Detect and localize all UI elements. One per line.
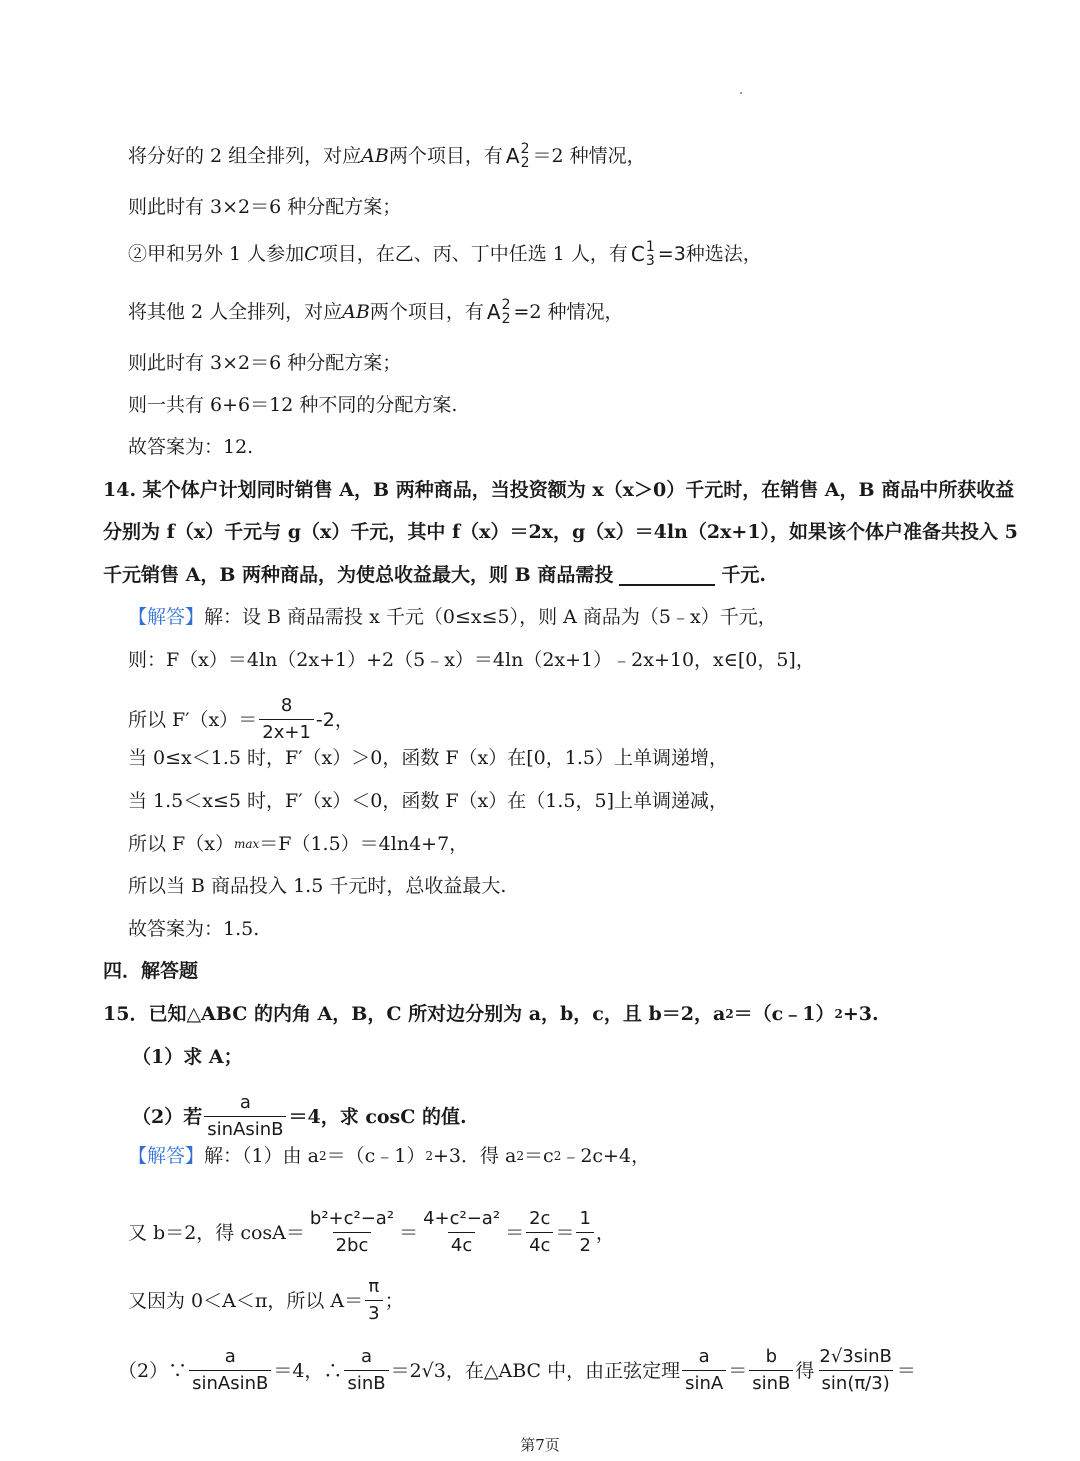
- q14-answer-2: 则：F（x）＝4ln（2x+1）+2（5﹣x）＝4ln（2x+1）﹣2x+10，x∈[0，5]，: [128, 649, 815, 671]
- q15-part-1: （1）求 A；: [132, 1046, 243, 1068]
- q14-answer-7: 所以当 B 商品投入 1.5 千元时，总收益最大.: [128, 875, 507, 897]
- section-heading: 四．解答题: [103, 960, 199, 982]
- q15-part-2: （2）若 $\frac{a}{\text{sinAsinB}}$ ＝4，求 cosC 的值.: [132, 1092, 467, 1140]
- arrangement-symbol: A 2 2: [486, 297, 511, 327]
- solution-line-5: 则此时有 3×2＝6 种分配方案；: [128, 352, 402, 374]
- fraction: $\frac{2c}{4c}$: [526, 1208, 553, 1257]
- solution-line-7: 故答案为：12.: [128, 436, 254, 458]
- fraction: $\frac{a}{\text{sinAsinB}}$: [189, 1346, 271, 1395]
- q14-answer-1: 【解答】 解：设 B 商品需投 x 千元（0≤x≤5），则 A 商品为（5﹣x）千元，: [128, 606, 777, 628]
- q15-line-1: 15．已知△ABC 的内角 A，B，C 所对边分别为 a，b，c，且 b＝2，a 2 ＝（c﹣1） 2 +3.: [103, 1003, 879, 1025]
- q15-answer-4: （2）∵ $\frac{a}{\text{sinAsinB}}$ ＝4，∴ $\frac{a}{\sin B}$ ＝2√3，在△ABC 中，由正弦定理 $\frac{a}{\sin A}$ ＝ $\frac{b}{\sin B}$ 得 $\frac{2√3\sin B}{\sin(\pi/3)}$ ＝: [118, 1346, 916, 1394]
- answer-tag: 【解答】: [128, 1145, 205, 1167]
- scan-speck: [740, 92, 742, 94]
- arrangement-symbol: A 2 2: [505, 141, 530, 171]
- fraction: $\frac{2√3\sin B}{\sin(\pi/3)}$: [819, 1346, 892, 1394]
- q15-answer-1: 【解答】 解：（1）由 a 2 ＝（c﹣1） 2 +3．得 a 2 ＝c 2 ﹣2c+4，: [128, 1145, 651, 1167]
- combination-symbol: C 1 3: [630, 239, 655, 269]
- q14-line-3: 千元销售 A，B 两种商品，为使总收益最大，则 B 商品需投 千元.: [103, 564, 766, 586]
- fraction: $\frac{a}{\text{sinAsinB}}$: [204, 1092, 286, 1141]
- fraction: $\frac{\text{b²+c²−a²}}{2bc}$: [309, 1208, 395, 1256]
- solution-line-1: 将分好的 2 组全排列，对应 AB 两个项目，有 A 2 2 ＝2 种情况，: [128, 141, 646, 171]
- q15-answer-2: 又 b＝2，得 cosA＝ $\frac{\text{b²+c²−a²}}{2bc}$ ＝ $\frac{\text{4+c²−a²}}{4c}$ ＝ $\frac{2c}{4c}$ ＝ $\frac{1}{2}$ ，: [128, 1208, 615, 1256]
- solution-line-3: ②甲和另外 1 人参加 C 项目，在乙、丙、丁中任选 1 人，有 C 1 3 =3种选法，: [128, 239, 762, 269]
- fraction: $\frac{a}{\sin B}$: [344, 1346, 388, 1395]
- q15-answer-3: 又因为 0＜A＜π，所以 A＝ $\frac{\pi}{3}$ ；: [128, 1276, 404, 1324]
- fraction: $\frac{b}{\sin B}$: [749, 1346, 793, 1395]
- fraction: $\frac{\text{4+c²−a²}}{4c}$: [423, 1208, 501, 1256]
- q14-line-1: 14. 某个体户计划同时销售 A，B 两种商品，当投资额为 x（x＞0）千元时，在销售 A，B 商品中所获收益: [103, 479, 1015, 501]
- fraction: $\frac{\pi}{3}$: [365, 1276, 382, 1325]
- q14-answer-3: 所以 F′（x）＝ $\frac{8}{2x+1}$ -2，: [128, 695, 354, 743]
- solution-line-6: 则一共有 6+6＝12 种不同的分配方案.: [128, 394, 458, 416]
- q14-answer-5: 当 1.5＜x≤5 时，F′（x）＜0，函数 F（x）在（1.5，5]上单调递减，: [128, 790, 728, 812]
- solution-line-2: 则此时有 3×2＝6 种分配方案；: [128, 196, 402, 218]
- q14-answer-8: 故答案为：1.5.: [128, 918, 260, 940]
- solution-line-4: 将其他 2 人全排列，对应 AB 两个项目，有 A 2 2 =2 种情况，: [128, 297, 624, 327]
- fraction: $\frac{a}{\sin A}$: [682, 1346, 726, 1395]
- page-number: 第7页: [520, 1436, 560, 1454]
- q14-answer-6: 所以 F（x） max ＝F（1.5）＝4ln4+7，: [128, 833, 469, 855]
- answer-blank: [619, 564, 715, 586]
- fraction: $\frac{1}{2}$: [576, 1208, 593, 1257]
- answer-tag: 【解答】: [128, 606, 205, 628]
- q14-line-2: 分别为 f（x）千元与 g（x）千元，其中 f（x）＝2x，g（x）＝4ln（2x+1），如果该个体户准备共投入 5: [103, 521, 1018, 543]
- q14-answer-4: 当 0≤x＜1.5 时，F′（x）＞0，函数 F（x）在[0，1.5）上单调递增，: [128, 747, 728, 769]
- fraction: $\frac{8}{2x+1}$: [259, 695, 314, 744]
